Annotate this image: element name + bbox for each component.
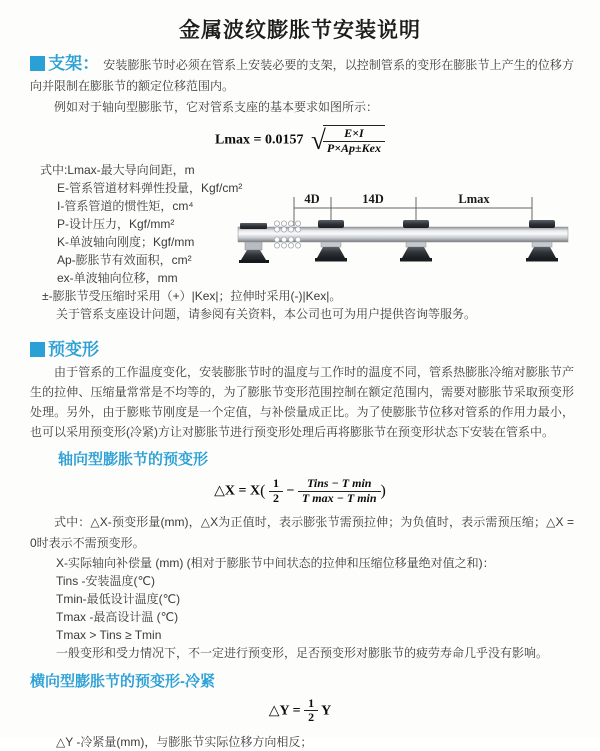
lateral-formula xyxy=(0,697,600,726)
half-numerator: 1 xyxy=(304,697,318,712)
definition-line: K-单波轴向刚度；Kgf/mm xyxy=(57,235,195,249)
lmax-formula-denominator: P×Ap±Kex xyxy=(326,141,381,155)
temp-ratio-denominator: T max − T min xyxy=(301,490,377,505)
support-example-line: 例如对于轴向型膨胀节，它对管系支座的基本要求如图所示： xyxy=(54,100,379,114)
half-denominator: 2 xyxy=(308,710,315,725)
axial-formula-temp-ratio xyxy=(298,477,381,506)
page-title: 金属波纹膨胀节安装说明 xyxy=(179,19,421,42)
lateral-formula-lhs: △Y = xyxy=(268,703,301,719)
lateral-formula-half xyxy=(304,697,318,726)
close-paren: ) xyxy=(380,482,386,500)
axial-formula xyxy=(0,477,600,506)
dim-label-14d: 14D xyxy=(362,192,384,206)
predeform-section-heading xyxy=(30,335,600,360)
definition-line: 关于管系支座设计问题，请参阅有关资料，本公司也可为用户提供咨询等服务。 xyxy=(56,307,477,321)
pipe xyxy=(238,227,568,242)
predeform-heading-label: 预变形 xyxy=(48,340,99,359)
dim-label-lmax: Lmax xyxy=(458,192,490,206)
axial-note-line: Tmax -最高设计温 (℃) xyxy=(56,609,179,624)
definition-line: ±-膨胀节受压缩时采用（+）|Kex|；拉伸时采用(-)|Kex|。 xyxy=(42,289,342,303)
support-intro-text: 安装膨胀节时必须在管系上安装必要的支架，以控制管系的变形在膨胀节上产生的位移方向并限制在膨胀节的额定位移范围内。 xyxy=(30,58,575,93)
pipe-support-diagram xyxy=(236,190,584,282)
axial-note-line: Tmin-最低设计温度(℃) xyxy=(56,591,181,606)
axial-note-line: Tins -安装温度(℃) xyxy=(56,573,156,588)
sqrt-symbol: √ xyxy=(311,125,326,155)
temp-ratio-numerator: Tins − T min xyxy=(298,477,381,492)
lmax-formula xyxy=(0,125,600,156)
axial-note-line: 一般变形和受力情况下，不一定进行预变形，足否预变形对膨胀节的疲劳寿命几乎没有影响。 xyxy=(56,645,549,660)
section-marker-icon xyxy=(30,342,45,357)
definition-line: ex-单波轴向位移，mm xyxy=(57,271,178,285)
definition-line: P-设计压力，Kgf/mm² xyxy=(57,217,175,231)
axial-note-paragraph: 式中：△X-预变形量(mm)，△X为正值时，表示膨张节需预拉伸；为负值时，表示需预压缩；△X = 0时表示不需预变形。 xyxy=(30,514,574,550)
axial-subsection-heading: 轴向型膨胀节的预变形 xyxy=(58,451,209,468)
axial-formula-half xyxy=(269,477,283,506)
definition-line: 式中:Lmax-最大导向间距，m xyxy=(40,163,195,177)
lateral-subsection-heading: 横向型膨胀节的预变形-冷紧 xyxy=(30,672,215,690)
axial-note-line: Tmax > Tins ≥ Tmin xyxy=(56,627,162,642)
half-numerator: 1 xyxy=(269,477,283,492)
axial-formula-lhs: △X = X xyxy=(214,483,261,499)
lmax-formula-lhs: Lmax = 0.0157 xyxy=(215,132,304,148)
lateral-formula-rhs: Y xyxy=(321,703,332,719)
sqrt-radicand xyxy=(323,125,385,156)
definition-line: E-管系管道材料弹性投量，Kgf/cm² xyxy=(57,181,243,195)
axial-note-line: X-实际轴向补偿量 (mm) (相对于膨胀节中间状态的拉伸和压缩位移量绝对值之和)： xyxy=(56,555,495,570)
support-section-heading xyxy=(30,54,99,73)
minus-sign: − xyxy=(286,483,295,499)
anchor-support xyxy=(239,223,269,263)
definition-line: I-管系管道的惯性矩，cm⁴ xyxy=(57,199,194,213)
lateral-note-line: △Y -冷紧量(mm)，与膨胀节实际位移方向相反； xyxy=(56,735,313,750)
dim-label-4d: 4D xyxy=(304,192,320,206)
support-intro-paragraph xyxy=(30,53,574,97)
predeform-paragraph: 由于管系的工作温度变化，安装膨胀节时的温度与工作时的温度不同，管系热膨胀冷缩对膨胀节产生的拉伸、压缩量常常是不均等的，为了膨胀节变形范围控制在额定范围内，需要对膨胀节采取预变形处理。另外，由于膨账节刚度是一个定值，与补偿量成正比。为了使膨胀节位移对管系的作用力最小，也可以采用预变形(冷紧)方让对膨胀节进行预变形处理后再将膨胀节在预变形状态下安装在管系中。 xyxy=(30,365,574,439)
open-paren: ( xyxy=(260,482,266,500)
pipe-support-diagram-svg xyxy=(236,190,584,282)
lmax-formula-numerator: E×I xyxy=(323,127,385,142)
section-marker-icon xyxy=(30,56,45,71)
definition-line: Ap-膨胀节有效面积，cm² xyxy=(57,253,192,267)
half-denominator: 2 xyxy=(272,490,279,505)
support-heading-label: 支架： xyxy=(48,54,100,73)
